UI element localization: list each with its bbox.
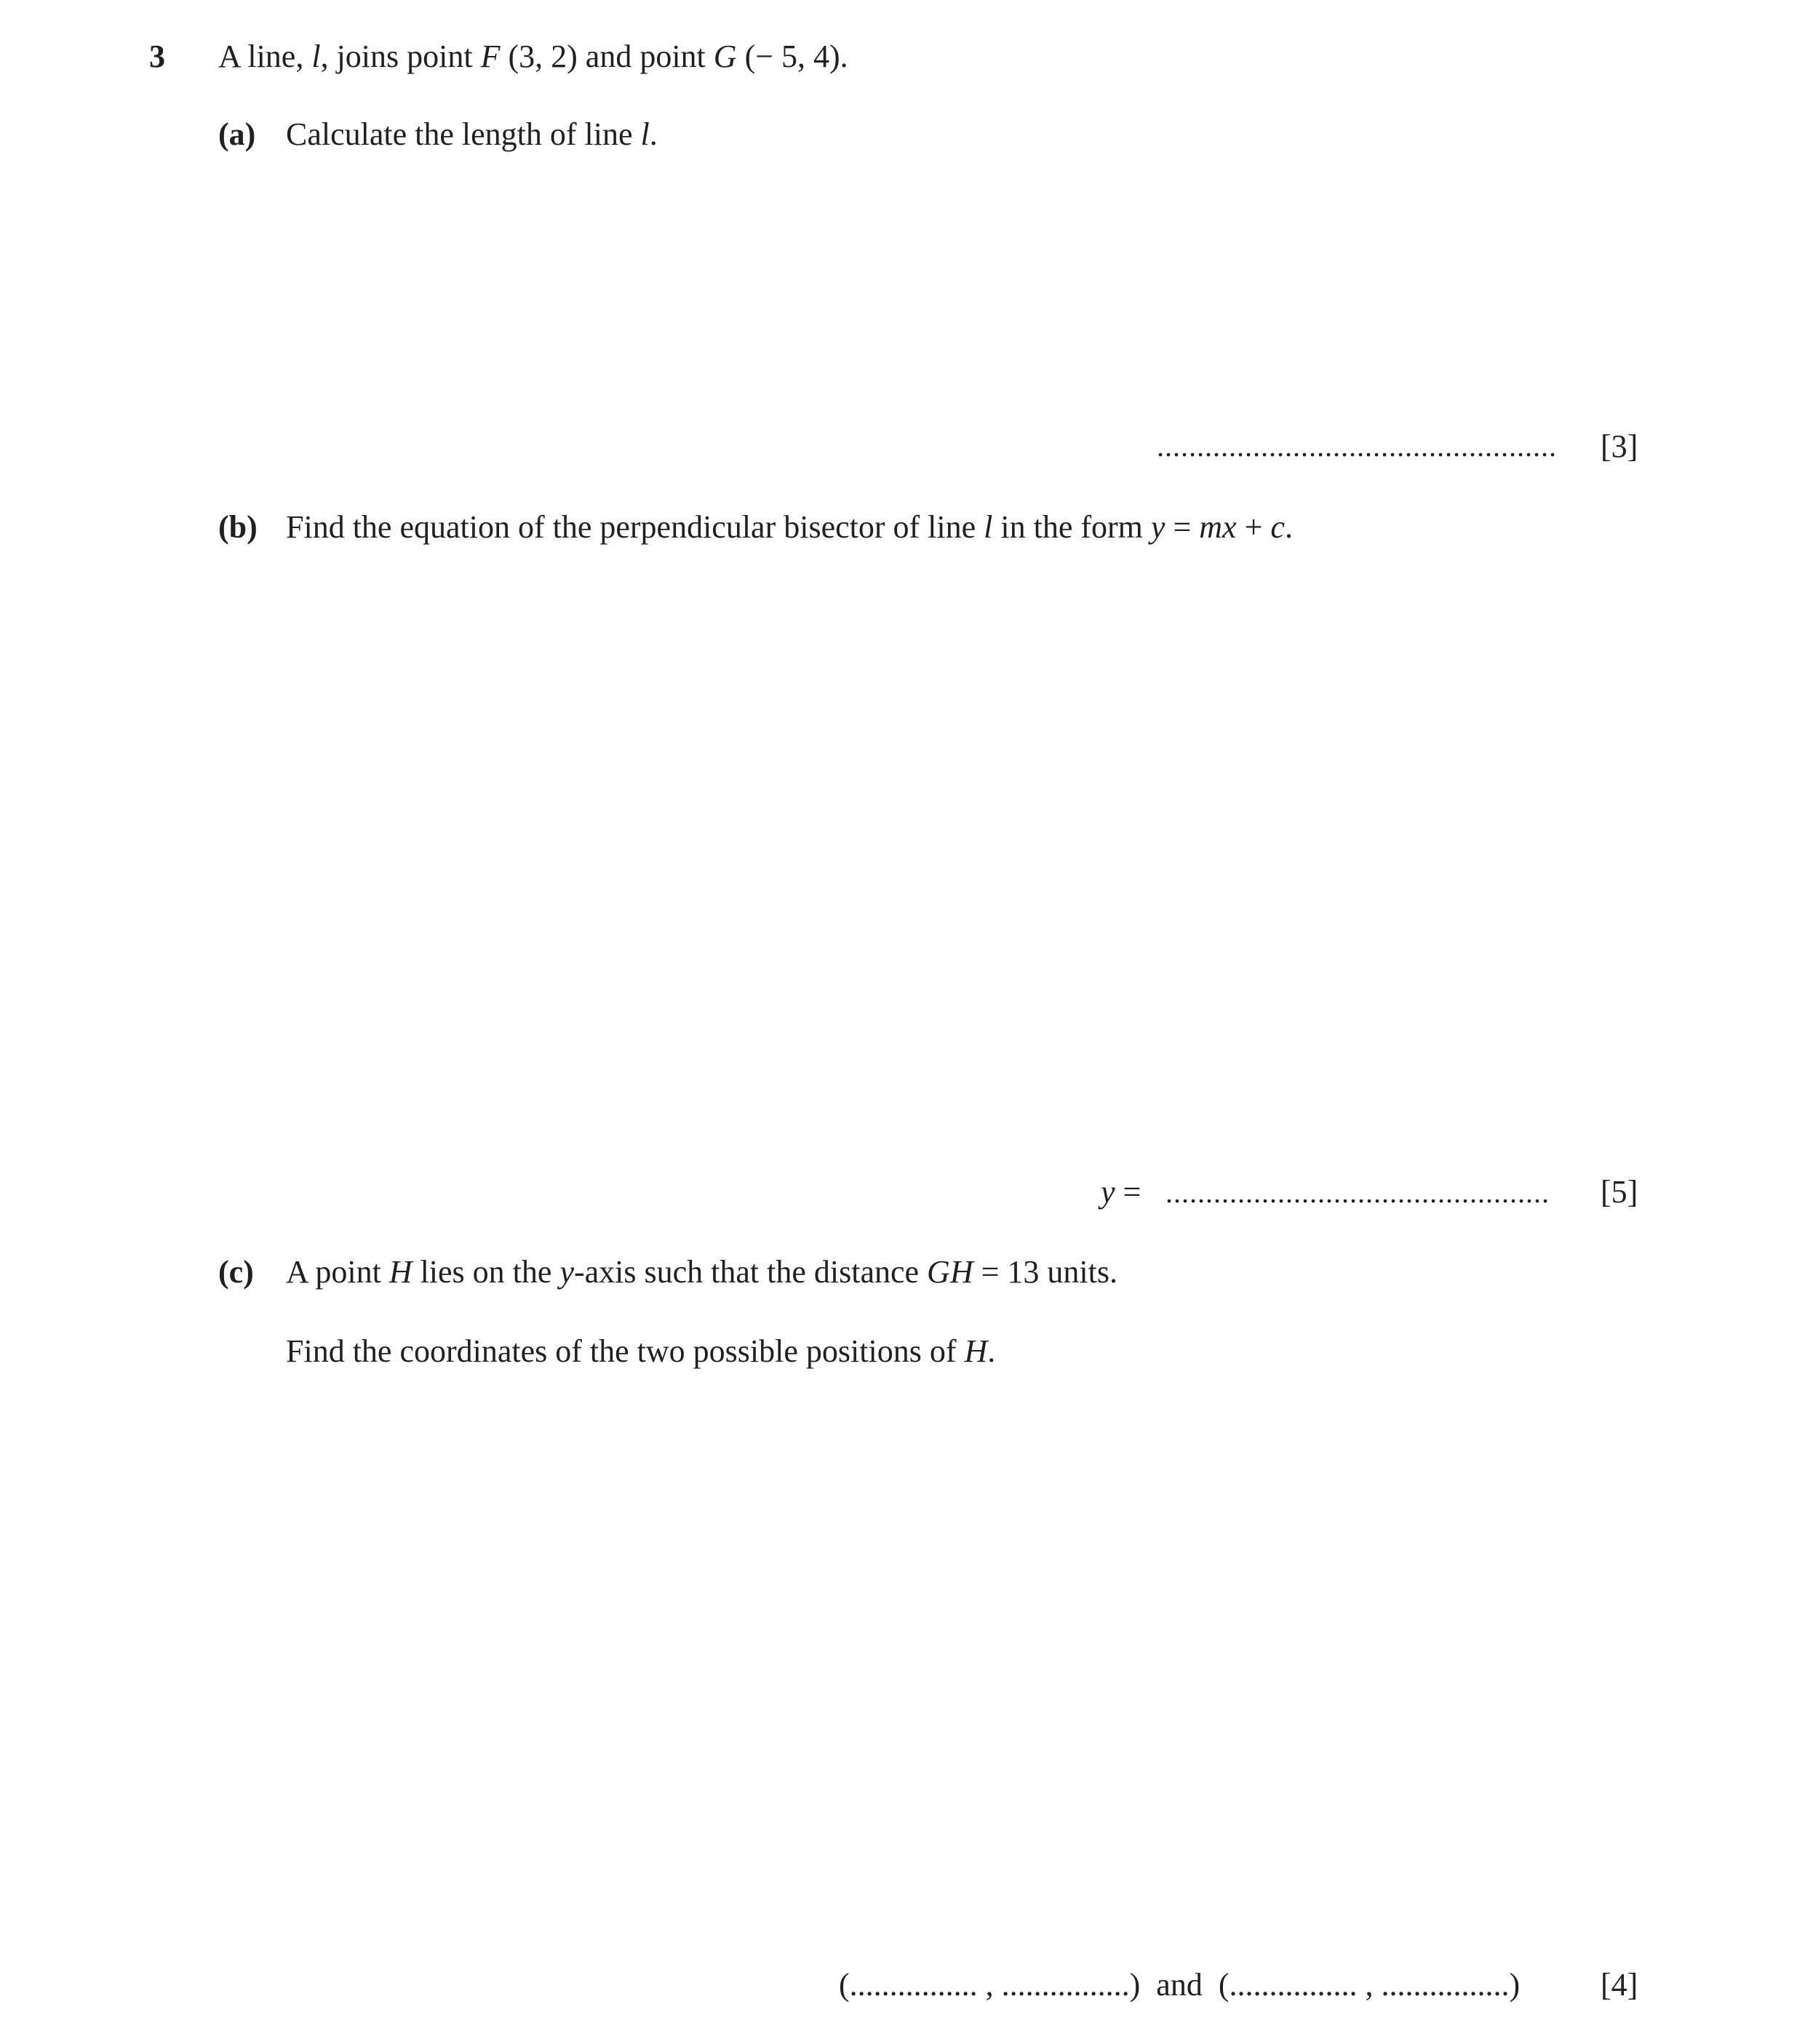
stem-text-4: (− 5, 4). [736, 39, 848, 74]
part-b-equals: = [1165, 509, 1200, 545]
question-stem [218, 41, 848, 73]
part-b-answer-equals: = [1115, 1174, 1141, 1210]
part-b-text-1: Find the equation of the perpendicular bisector of line [286, 509, 984, 545]
part-c-instr-text-1: Find the coordinates of the two possible positions of [286, 1333, 965, 1369]
part-c-var-H: H [389, 1254, 413, 1290]
part-a-question [286, 116, 658, 152]
part-b-answer-var-y: y [1101, 1174, 1115, 1210]
part-c-answer-line[interactable]: (................ , ................) and (................ , ................) [839, 1967, 1521, 2003]
part-b-var-l: l [984, 509, 993, 545]
part-b-text-2: in the form [992, 509, 1151, 545]
part-b-label: (b) [218, 509, 258, 545]
part-c-label: (c) [218, 1254, 254, 1290]
part-c-question [286, 1256, 1117, 1288]
part-b-question [286, 511, 1293, 543]
part-c-text-1: A point [286, 1254, 389, 1290]
question-number: 3 [149, 39, 165, 74]
part-c-instruction [286, 1333, 996, 1369]
part-b-text-3: . [1284, 509, 1293, 545]
part-a-text-1: Calculate the length of line [286, 116, 641, 152]
part-c-text-3: -axis such that the distance [573, 1254, 928, 1290]
part-b-plus: + [1236, 509, 1271, 545]
stem-var-F: F [480, 39, 501, 74]
stem-text-1: A line, [218, 39, 312, 74]
part-b-var-mx: mx [1199, 509, 1237, 545]
part-a-label: (a) [218, 116, 256, 152]
part-c-instr-text-2: . [987, 1333, 996, 1369]
stem-text-3: (3, 2) and point [500, 39, 714, 74]
part-c-var-y: y [559, 1254, 574, 1290]
part-a-var-l: l [640, 116, 650, 152]
part-a-text-2: . [649, 116, 658, 152]
stem-text-2: , joins point [320, 39, 481, 74]
part-b-marks: [5] [1601, 1174, 1638, 1210]
part-c-instr-var-H: H [964, 1333, 988, 1369]
part-c-text-4: = 13 units. [973, 1254, 1117, 1290]
part-b-answer-line[interactable]: ................................................ [1166, 1176, 1550, 1209]
part-c-marks: [4] [1601, 1967, 1638, 2003]
stem-var-G: G [713, 39, 737, 74]
part-a-answer-line[interactable]: .................................................. [1157, 430, 1557, 463]
part-b-var-c: c [1270, 509, 1285, 545]
stem-var-l: l [311, 39, 321, 74]
part-c-var-GH: GH [927, 1254, 973, 1290]
part-b-answer-prefix [1101, 1176, 1141, 1208]
part-a-marks: [3] [1601, 428, 1638, 464]
part-b-var-y: y [1150, 509, 1166, 545]
part-c-text-2: lies on the [412, 1254, 560, 1290]
